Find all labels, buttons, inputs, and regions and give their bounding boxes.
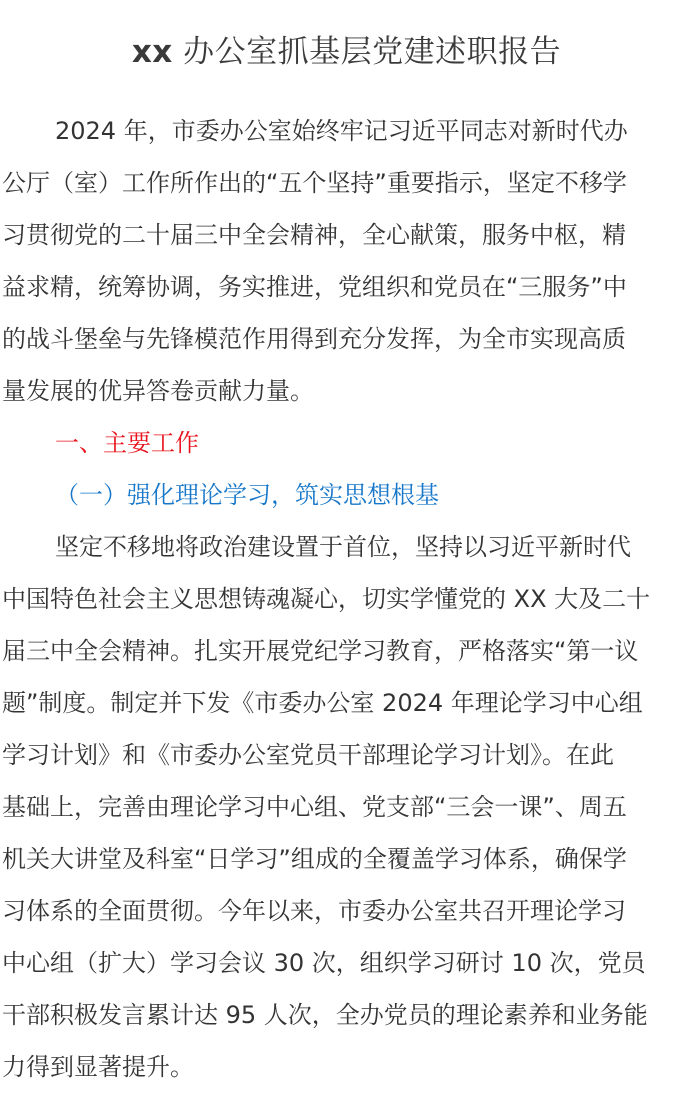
body-line: 干部积极发言累计达 95 人次，全办党员的理论素养和业务能 [2, 1001, 648, 1029]
body-line: 坚定不移地将政治建设置于首位，坚持以习近平新时代 [55, 533, 631, 561]
body-paragraph [2, 521, 693, 1093]
title-text: 办公室抓基层党建述职报告 [172, 34, 562, 70]
body-line: 基础上，完善由理论学习中心组、党支部“三会一课”、周五 [2, 793, 627, 821]
intro-line: 的战斗堡垒与先锋模范作用得到充分发挥，为全市实现高质 [2, 325, 626, 353]
intro-line: 量发展的优异答卷贡献力量。 [2, 377, 314, 405]
section-heading: 一、主要工作 [55, 429, 199, 457]
intro-line: 2024 年，市委办公室始终牢记习近平同志对新时代办 [55, 117, 628, 145]
body-line: 学习计划》和《市委办公室党员干部理论学习计划》。在此 [2, 741, 614, 769]
body-line: 题”制度。制定并下发《市委办公室 2024 年理论学习中心组 [2, 689, 643, 717]
document-title [0, 26, 693, 78]
subsection-heading: （一）强化理论学习，筑实思想根基 [55, 481, 439, 509]
body-line: 机关大讲堂及科室“日学习”组成的全覆盖学习体系，确保学 [2, 845, 627, 873]
body-line: 力得到显著提升。 [2, 1053, 194, 1081]
intro-paragraph [2, 105, 693, 417]
body-line: 届三中全会精神。扎实开展党纪学习教育，严格落实“第一议 [2, 637, 639, 665]
body-line: 习体系的全面贯彻。今年以来，市委办公室共召开理论学习 [2, 897, 626, 925]
title-prefix: xx [131, 34, 173, 70]
intro-line: 益求精，统筹协调，务实推进，党组织和党员在“三服务”中 [2, 273, 627, 301]
intro-line: 习贯彻党的二十届三中全会精神，全心献策，服务中枢，精 [2, 221, 626, 249]
intro-line: 公厅（室）工作所作出的“五个坚持”重要指示，坚定不移学 [2, 169, 627, 197]
body-line: 中心组（扩大）学习会议 30 次，组织学习研讨 10 次，党员 [2, 949, 646, 977]
body-line: 中国特色社会主义思想铸魂凝心，切实学懂党的 XX 大及二十 [2, 585, 651, 613]
